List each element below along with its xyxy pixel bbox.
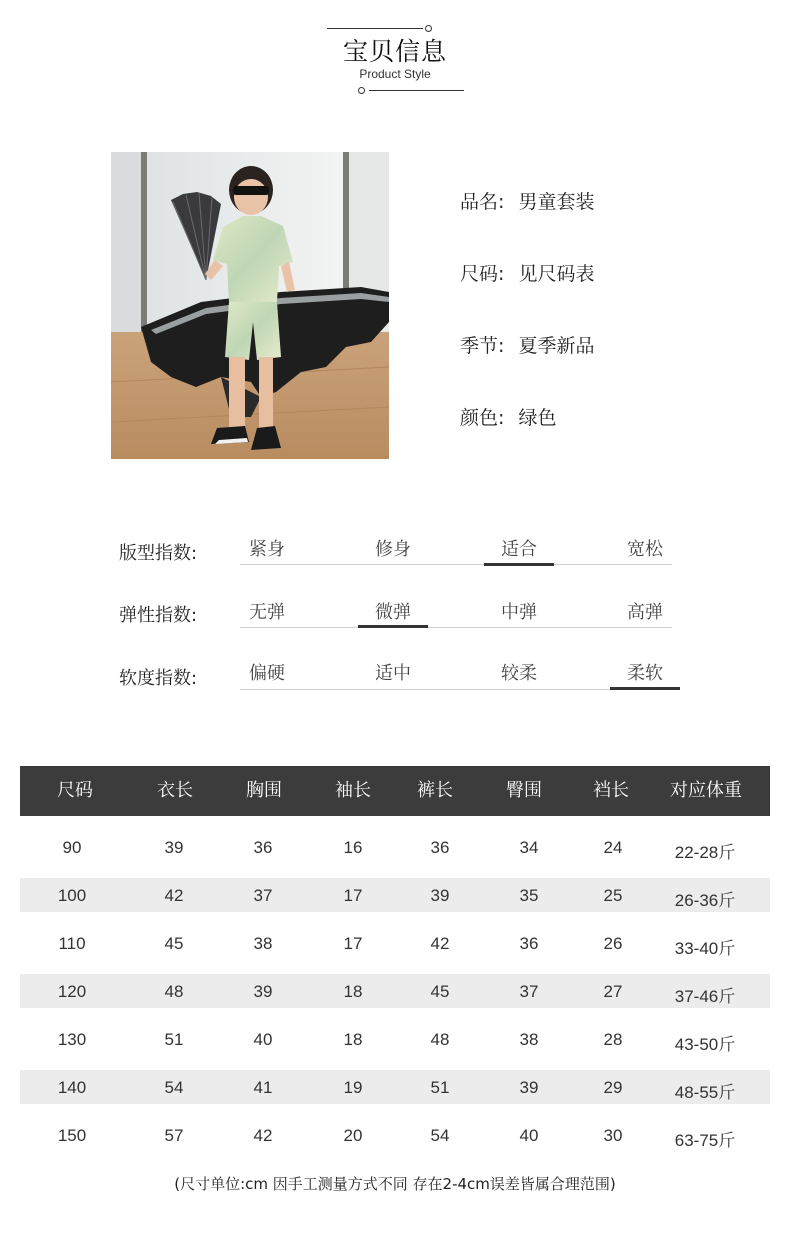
table-cell: 38 xyxy=(519,1030,539,1049)
info-color-label: 颜色: xyxy=(460,407,505,429)
info-size-value: 见尺码表 xyxy=(518,263,595,285)
index-option: 无弹 xyxy=(249,602,285,623)
table-cell: 17 xyxy=(343,934,363,953)
table-cell: 20 xyxy=(343,1126,363,1145)
table-cell: 16 xyxy=(343,838,363,857)
section-subtitle: Product Style xyxy=(359,67,431,81)
index-label-elasticity: 弹性指数: xyxy=(119,605,198,626)
table-cell: 26-36斤 xyxy=(674,891,736,910)
table-cell: 140 xyxy=(57,1078,87,1097)
table-cell: 90 xyxy=(62,838,82,857)
index-selected-marker xyxy=(358,625,428,628)
table-cell: 33-40斤 xyxy=(674,939,736,958)
table-row xyxy=(0,1126,790,1150)
table-header-cell: 衣长 xyxy=(157,780,193,801)
table-cell: 63-75斤 xyxy=(674,1131,736,1150)
table-cell: 35 xyxy=(519,886,539,905)
index-option: 偏硬 xyxy=(249,663,285,684)
table-cell: 36 xyxy=(519,934,539,953)
index-selected-marker xyxy=(484,563,554,566)
header-line-top xyxy=(327,28,423,29)
table-cell: 29 xyxy=(603,1078,623,1097)
table-header-cell: 尺码 xyxy=(57,780,93,801)
table-header xyxy=(20,766,770,816)
info-color-value: 绿色 xyxy=(518,407,557,429)
table-cell: 38 xyxy=(253,934,273,953)
table-header-cell: 胸围 xyxy=(246,780,282,801)
table-cell: 39 xyxy=(519,1078,539,1097)
table-cell: 48 xyxy=(430,1030,450,1049)
table-cell: 24 xyxy=(603,838,623,857)
table-cell: 36 xyxy=(430,838,450,857)
info-size xyxy=(460,259,594,286)
table-header-cell: 裤长 xyxy=(417,780,453,801)
table-cell: 19 xyxy=(343,1078,363,1097)
table-cell: 40 xyxy=(519,1126,539,1145)
table-cell: 43-50斤 xyxy=(674,1035,736,1054)
table-cell: 42 xyxy=(253,1126,273,1145)
index-option: 适中 xyxy=(375,663,411,684)
table-row xyxy=(0,838,790,862)
info-name-label: 品名: xyxy=(460,191,505,213)
table-cell: 57 xyxy=(164,1126,184,1145)
table-cell: 54 xyxy=(164,1078,184,1097)
table-cell: 39 xyxy=(430,886,450,905)
index-option: 柔软 xyxy=(627,663,663,684)
index-option: 中弹 xyxy=(501,602,537,623)
size-note: (尺寸单位:cm 因手工测量方式不同 存在2-4cm误差皆属合理范围) xyxy=(174,1175,616,1193)
index-track xyxy=(240,689,672,690)
index-option: 高弹 xyxy=(627,602,663,623)
info-name xyxy=(460,187,594,214)
index-option: 宽松 xyxy=(627,539,663,560)
table-cell: 42 xyxy=(430,934,450,953)
table-cell: 45 xyxy=(164,934,184,953)
info-name-value: 男童套装 xyxy=(518,191,595,213)
table-cell: 54 xyxy=(430,1126,450,1145)
table-header-cell: 袖长 xyxy=(335,780,371,801)
table-cell: 27 xyxy=(603,982,623,1001)
table-row xyxy=(0,982,790,1006)
table-cell: 120 xyxy=(57,982,87,1001)
info-season-label: 季节: xyxy=(460,335,505,357)
table-header-cell: 臀围 xyxy=(506,780,542,801)
index-option: 较柔 xyxy=(501,663,537,684)
info-size-label: 尺码: xyxy=(460,263,505,285)
index-option: 紧身 xyxy=(249,539,285,560)
table-cell: 18 xyxy=(343,1030,363,1049)
section-title: 宝贝信息 xyxy=(342,37,447,66)
table-cell: 25 xyxy=(603,886,623,905)
header-dot-bottom xyxy=(358,87,365,94)
table-cell: 37 xyxy=(253,886,273,905)
index-label-fit: 版型指数: xyxy=(119,543,198,564)
table-cell: 110 xyxy=(58,934,86,953)
table-cell: 130 xyxy=(57,1030,87,1049)
table-cell: 51 xyxy=(430,1078,450,1097)
table-cell: 37 xyxy=(519,982,539,1001)
index-label-softness: 软度指数: xyxy=(119,668,198,689)
table-cell: 18 xyxy=(343,982,363,1001)
index-selected-marker xyxy=(610,687,680,690)
product-photo xyxy=(111,152,389,459)
index-track xyxy=(240,627,672,628)
index-option: 微弹 xyxy=(375,602,411,623)
table-row xyxy=(0,1078,790,1102)
table-cell: 150 xyxy=(57,1126,87,1145)
info-season-value: 夏季新品 xyxy=(518,335,595,357)
table-cell: 48-55斤 xyxy=(674,1083,736,1102)
index-option: 适合 xyxy=(501,539,537,560)
product-photo-illustration xyxy=(111,152,389,459)
table-cell: 17 xyxy=(343,886,363,905)
table-cell: 34 xyxy=(519,838,539,857)
table-cell: 30 xyxy=(603,1126,623,1145)
table-cell: 37-46斤 xyxy=(674,987,736,1006)
table-cell: 28 xyxy=(603,1030,623,1049)
info-season xyxy=(460,331,594,358)
table-cell: 48 xyxy=(164,982,184,1001)
table-header-cell: 对应体重 xyxy=(670,780,742,801)
table-cell: 39 xyxy=(253,982,273,1001)
table-cell: 45 xyxy=(430,982,450,1001)
table-cell: 22-28斤 xyxy=(674,843,736,862)
table-cell: 36 xyxy=(253,838,273,857)
table-row xyxy=(0,1030,790,1054)
header-line-bottom xyxy=(369,90,464,91)
header-dot-top xyxy=(425,25,432,32)
table-cell: 41 xyxy=(253,1078,273,1097)
table-cell: 42 xyxy=(164,886,184,905)
table-cell: 51 xyxy=(164,1030,184,1049)
info-color xyxy=(460,403,556,430)
index-option: 修身 xyxy=(375,539,411,560)
table-cell: 39 xyxy=(164,838,184,857)
table-cell: 100 xyxy=(57,886,87,905)
table-cell: 26 xyxy=(603,934,623,953)
table-cell: 40 xyxy=(253,1030,273,1049)
table-row xyxy=(0,934,790,958)
index-track xyxy=(240,564,672,565)
table-header-cell: 裆长 xyxy=(593,780,629,801)
table-row xyxy=(0,886,790,910)
